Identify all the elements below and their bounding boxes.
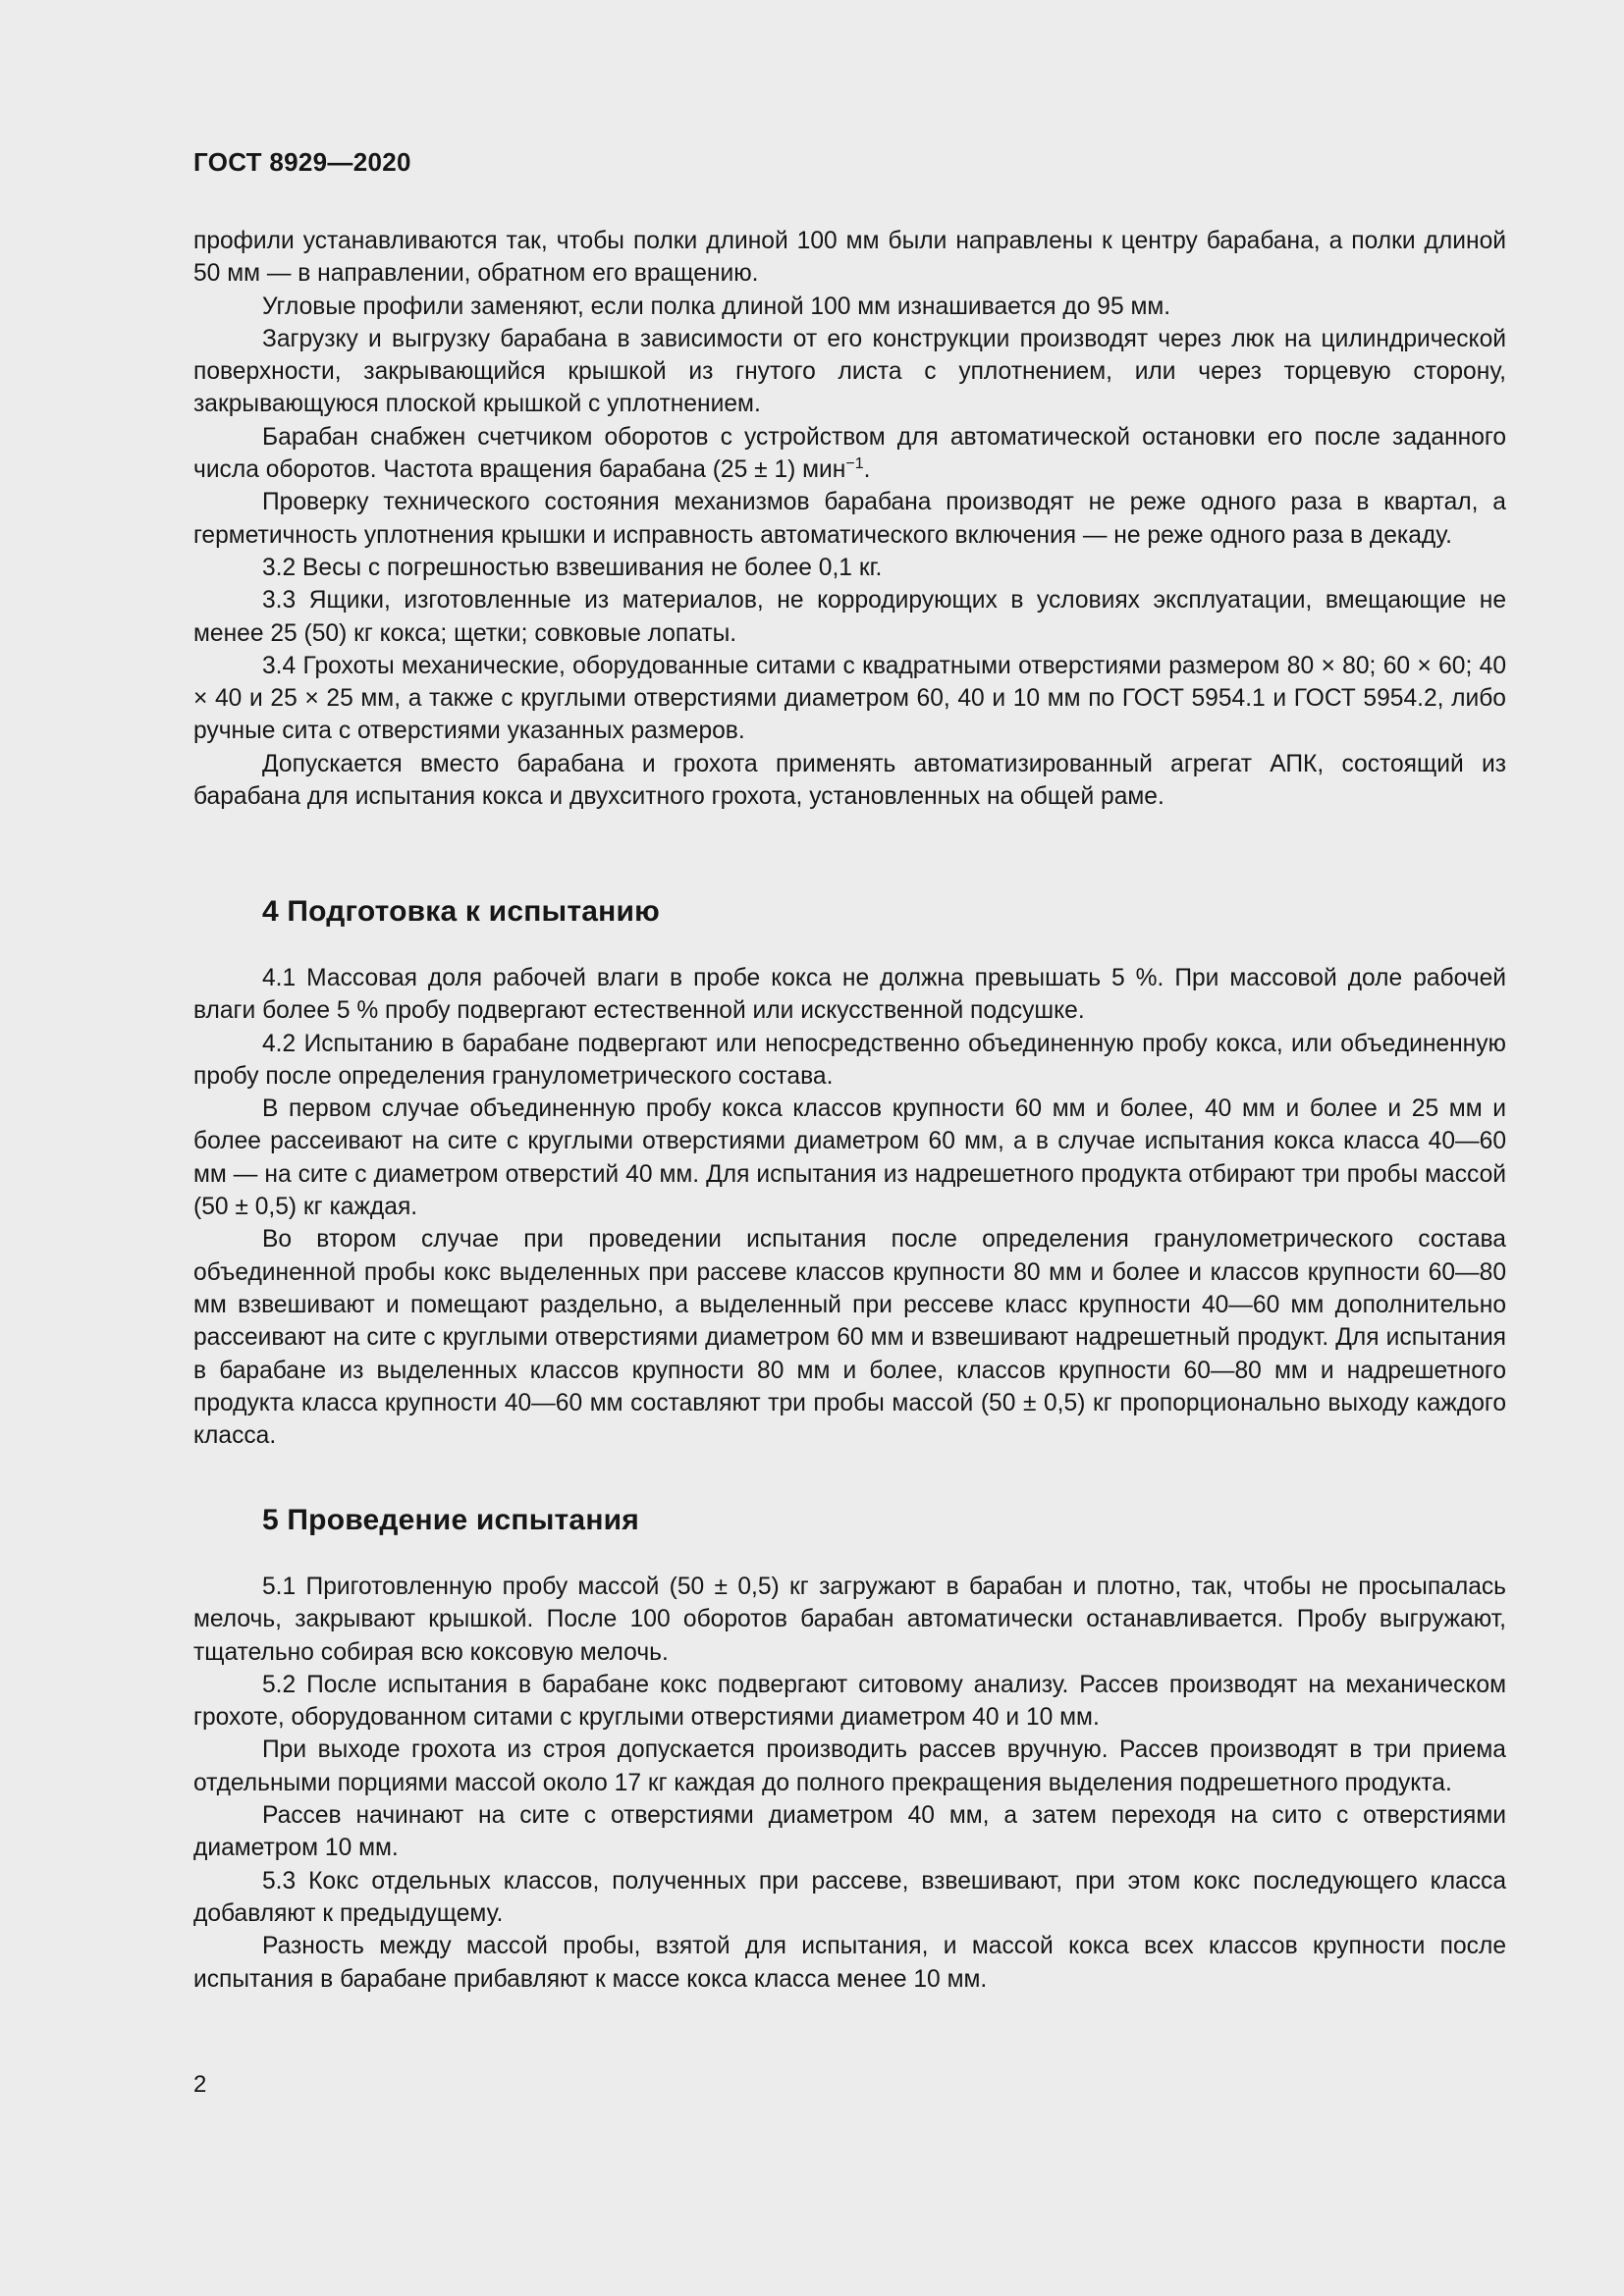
paragraph: В первом случае объединенную пробу кокса классов крупности 60 мм и более, 40 мм и более и 25 мм и более рассеивают на сите с круглыми отверстиями диаметром 60 мм, а в случае испытания кокса класса 40—60 мм — на сите с диаметром отверстий 40 мм. Для испытания из надрешетного продукта отбирают три пробы массой (50 ± 0,5) кг каждая. (193, 1095, 1506, 1221)
paragraph: профили устанавливаются так, чтобы полки длиной 100 мм были направлены к центру барабана, а полки длиной 50 мм — в направлении, обратном его вращению. (193, 228, 1506, 288)
paragraph: 3.4 Грохоты механические, оборудованные ситами с квадратными отверстиями размером 80 × 80; 60 × 60; 40 × 40 и 25 × 25 мм, а также с круглыми отверстиями диаметром 60, 40 и 10 мм по ГОСТ 5954.1 и ГОСТ 5954.2, либо ручные сита с отверстиями указанных размеров. (193, 652, 1506, 745)
paragraph: Разность между массой пробы, взятой для испытания, и массой кокса всех классов крупности после испытания в барабане прибавляют к массе кокса класса менее 10 мм. (193, 1933, 1506, 1993)
paragraph: 4.2 Испытанию в барабане подвергают или непосредственно объединенную пробу кокса, или объединенную пробу после определения гранулометрического состава. (193, 1030, 1506, 1090)
paragraph: 3.2 Весы с погрешностью взвешивания не более 0,1 кг. (262, 554, 883, 581)
paragraph-with-superscript (193, 421, 1506, 487)
paragraph: Угловые профили заменяют, если полка длиной 100 мм изнашивается до 95 мм. (262, 293, 1171, 320)
paragraph-text: Барабан снабжен счетчиком оборотов с устройством для автоматической остановки его после заданного числа оборотов. Частота вращения барабана (25 ± 1) мин (193, 423, 1506, 484)
paragraph: Проверку технического состояния механизмов барабана производят не реже одного раза в квартал, а герметичность уплотнения крышки и исправность автоматического включения — не реже одного раза в декаду. (193, 489, 1506, 549)
body-text-block-1 (193, 225, 1506, 813)
paragraph: 4.1 Массовая доля рабочей влаги в пробе кокса не должна превышать 5 %. При массовой доле рабочей влаги более 5 % пробу подвергают естественной или искусственной подсушке. (193, 965, 1506, 1025)
paragraph: При выходе грохота из строя допускается производить рассев вручную. Рассев производят в три приема отдельными порциями массой около 17 кг каждая до полного прекращения выделения подрешетного продукта. (193, 1736, 1506, 1796)
section-heading-4: 4 Подготовка к испытанию (262, 895, 660, 928)
superscript: −1 (845, 454, 864, 472)
paragraph: Допускается вместо барабана и грохота применять автоматизированный агрегат АПК, состоящий из барабана для испытания кокса и двухситного грохота, установленных на общей раме. (193, 750, 1506, 811)
paragraph-tail: . (863, 456, 871, 484)
paragraph: Загрузку и выгрузку барабана в зависимости от его конструкции производят через люк на цилиндрической поверхности, закрывающийся крышкой из гнутого листа с уплотнением, или через торцевую сторону, закрывающуюся плоской крышкой с уплотнением. (193, 325, 1506, 418)
paragraph: 5.2 После испытания в барабане кокс подвергают ситовому анализу. Рассев производят на механическом грохоте, оборудованном ситами с круглыми отверстиями диаметром 40 и 10 мм. (193, 1671, 1506, 1732)
paragraph: 5.1 Приготовленную пробу массой (50 ± 0,5) кг загружают в барабан и плотно, так, чтобы не просыпалась мелочь, закрывают крышкой. После 100 оборотов барабан автоматически останавливается. Пробу выгружают, тщательно собирая всю коксовую мелочь. (193, 1574, 1506, 1666)
paragraph: Рассев начинают на сите с отверстиями диаметром 40 мм, а затем переходя на сито с отверстиями диаметром 10 мм. (193, 1802, 1506, 1862)
section-heading-5: 5 Проведение испытания (262, 1504, 639, 1536)
body-text-section-5 (193, 1571, 1506, 1996)
page-number: 2 (193, 2071, 207, 2098)
paragraph: Во втором случае при проведении испытания после определения гранулометрического состава объединенной пробы кокс выделенных при рассеве классов крупности 80 мм и более и классов крупности 60—80 мм взвешивают и помещают раздельно, а выделенный при рессеве класс крупности 40—60 мм дополнительно рассеивают на сите с круглыми отверстиями диаметром 60 мм и взвешивают надрешетный продукт. Для испытания в барабане из выделенных классов крупности 80 мм и более, классов крупности 60—80 мм и надрешетного продукта класса крупности 40—60 мм составляют три пробы массой (50 ± 0,5) кг пропорционально выходу каждого класса. (193, 1226, 1506, 1450)
paragraph: 5.3 Кокс отдельных классов, полученных при рассеве, взвешивают, при этом кокс последующего класса добавляют к предыдущему. (193, 1867, 1506, 1927)
body-text-section-4 (193, 962, 1506, 1452)
paragraph: 3.3 Ящики, изготовленные из материалов, не корродирующих в условиях эксплуатации, вмещающие не менее 25 (50) кг кокса; щетки; совковые лопаты. (193, 587, 1506, 647)
document-header: ГОСТ 8929—2020 (193, 147, 411, 177)
